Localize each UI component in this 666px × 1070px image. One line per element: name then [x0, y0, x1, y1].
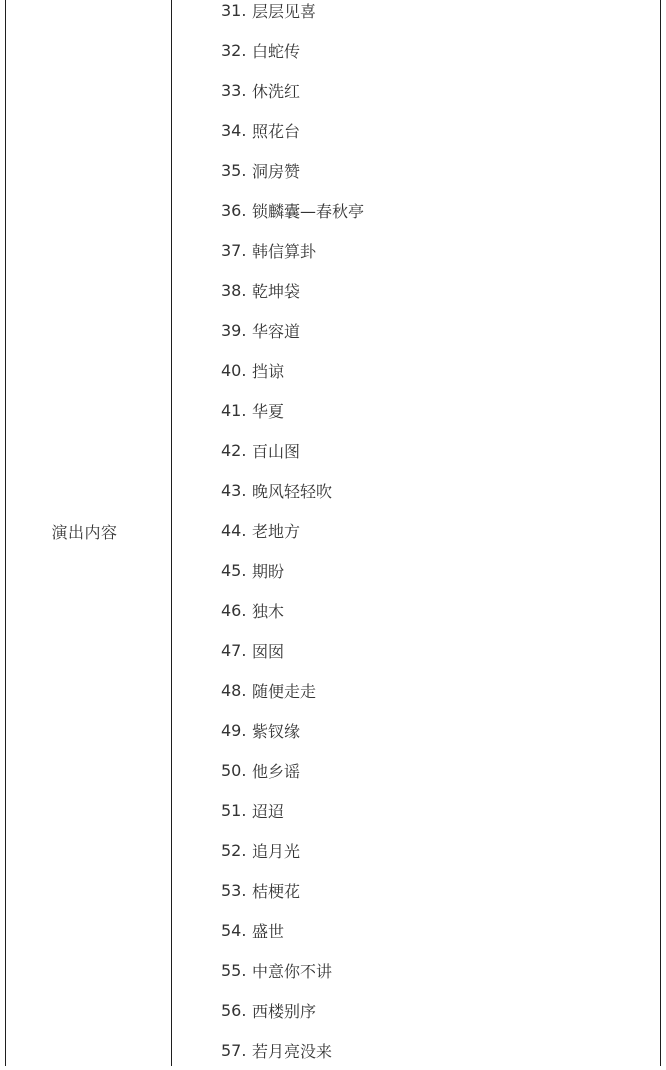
item-number: 55.	[221, 960, 247, 980]
item-title: 期盼	[252, 561, 285, 581]
list-item	[221, 310, 364, 350]
list-item	[221, 430, 364, 470]
item-number: 56.	[221, 1000, 247, 1020]
list-item	[221, 350, 364, 390]
item-title: 桔梗花	[252, 881, 301, 901]
item-number: 37.	[221, 240, 247, 260]
item-number: 42.	[221, 440, 247, 460]
list-item	[221, 950, 364, 990]
list-item	[221, 1030, 364, 1070]
list-item	[221, 30, 364, 70]
list-item	[221, 870, 364, 910]
list-item	[221, 630, 364, 670]
list-item	[221, 710, 364, 750]
item-number: 50.	[221, 760, 247, 780]
list-item	[221, 670, 364, 710]
item-title: 老地方	[252, 521, 301, 541]
list-item	[221, 0, 364, 30]
list-item	[221, 110, 364, 150]
item-number: 40.	[221, 360, 247, 380]
item-number: 51.	[221, 800, 247, 820]
item-title: 百山图	[252, 441, 301, 461]
item-number: 32.	[221, 40, 247, 60]
table-border-right	[660, 0, 661, 1066]
performance-content-label: 演出内容	[51, 523, 118, 542]
item-title: 照花台	[252, 121, 301, 141]
item-title: 迢迢	[252, 801, 285, 821]
item-number: 33.	[221, 80, 247, 100]
item-number: 43.	[221, 480, 247, 500]
item-number: 39.	[221, 320, 247, 340]
list-item	[221, 390, 364, 430]
item-title: 白蛇传	[252, 41, 301, 61]
list-item	[221, 470, 364, 510]
item-title: 若月亮没来	[252, 1041, 333, 1061]
item-number: 54.	[221, 920, 247, 940]
item-number: 36.	[221, 200, 247, 220]
item-title: 韩信算卦	[252, 241, 317, 261]
item-number: 45.	[221, 560, 247, 580]
list-item	[221, 790, 364, 830]
item-title: 晚风轻轻吹	[252, 481, 333, 501]
list-item	[221, 230, 364, 270]
list-item	[221, 270, 364, 310]
item-title: 中意你不讲	[252, 961, 333, 981]
item-number: 35.	[221, 160, 247, 180]
list-item	[221, 830, 364, 870]
item-title: 层层见喜	[252, 1, 317, 21]
item-number: 46.	[221, 600, 247, 620]
list-item	[221, 990, 364, 1030]
item-title: 囡囡	[252, 641, 285, 661]
program-list	[221, 0, 364, 1070]
item-number: 53.	[221, 880, 247, 900]
item-title: 乾坤袋	[252, 281, 301, 301]
item-title: 盛世	[252, 921, 285, 941]
item-title: 西楼别序	[252, 1001, 317, 1021]
list-item	[221, 550, 364, 590]
list-item	[221, 150, 364, 190]
item-title: 休洗红	[252, 81, 301, 101]
list-item	[221, 910, 364, 950]
item-number: 41.	[221, 400, 247, 420]
list-item	[221, 190, 364, 230]
item-title: 锁麟囊—春秋亭	[252, 201, 365, 221]
item-number: 57.	[221, 1040, 247, 1060]
item-title: 华容道	[252, 321, 301, 341]
item-title: 紫钗缘	[252, 721, 301, 741]
item-title: 洞房赞	[252, 161, 301, 181]
item-title: 挡谅	[252, 361, 285, 381]
item-title: 独木	[252, 601, 285, 621]
item-title: 随便走走	[252, 681, 317, 701]
item-number: 44.	[221, 520, 247, 540]
item-title: 追月光	[252, 841, 301, 861]
item-number: 34.	[221, 120, 247, 140]
item-number: 48.	[221, 680, 247, 700]
item-number: 31.	[221, 0, 247, 20]
item-number: 49.	[221, 720, 247, 740]
table-column-divider	[171, 0, 172, 1066]
list-item	[221, 510, 364, 550]
list-item	[221, 750, 364, 790]
list-item	[221, 590, 364, 630]
list-item	[221, 70, 364, 110]
item-title: 他乡谣	[252, 761, 301, 781]
item-number: 52.	[221, 840, 247, 860]
item-title: 华夏	[252, 401, 285, 421]
label-cell	[6, 0, 171, 1066]
item-number: 38.	[221, 280, 247, 300]
item-number: 47.	[221, 640, 247, 660]
